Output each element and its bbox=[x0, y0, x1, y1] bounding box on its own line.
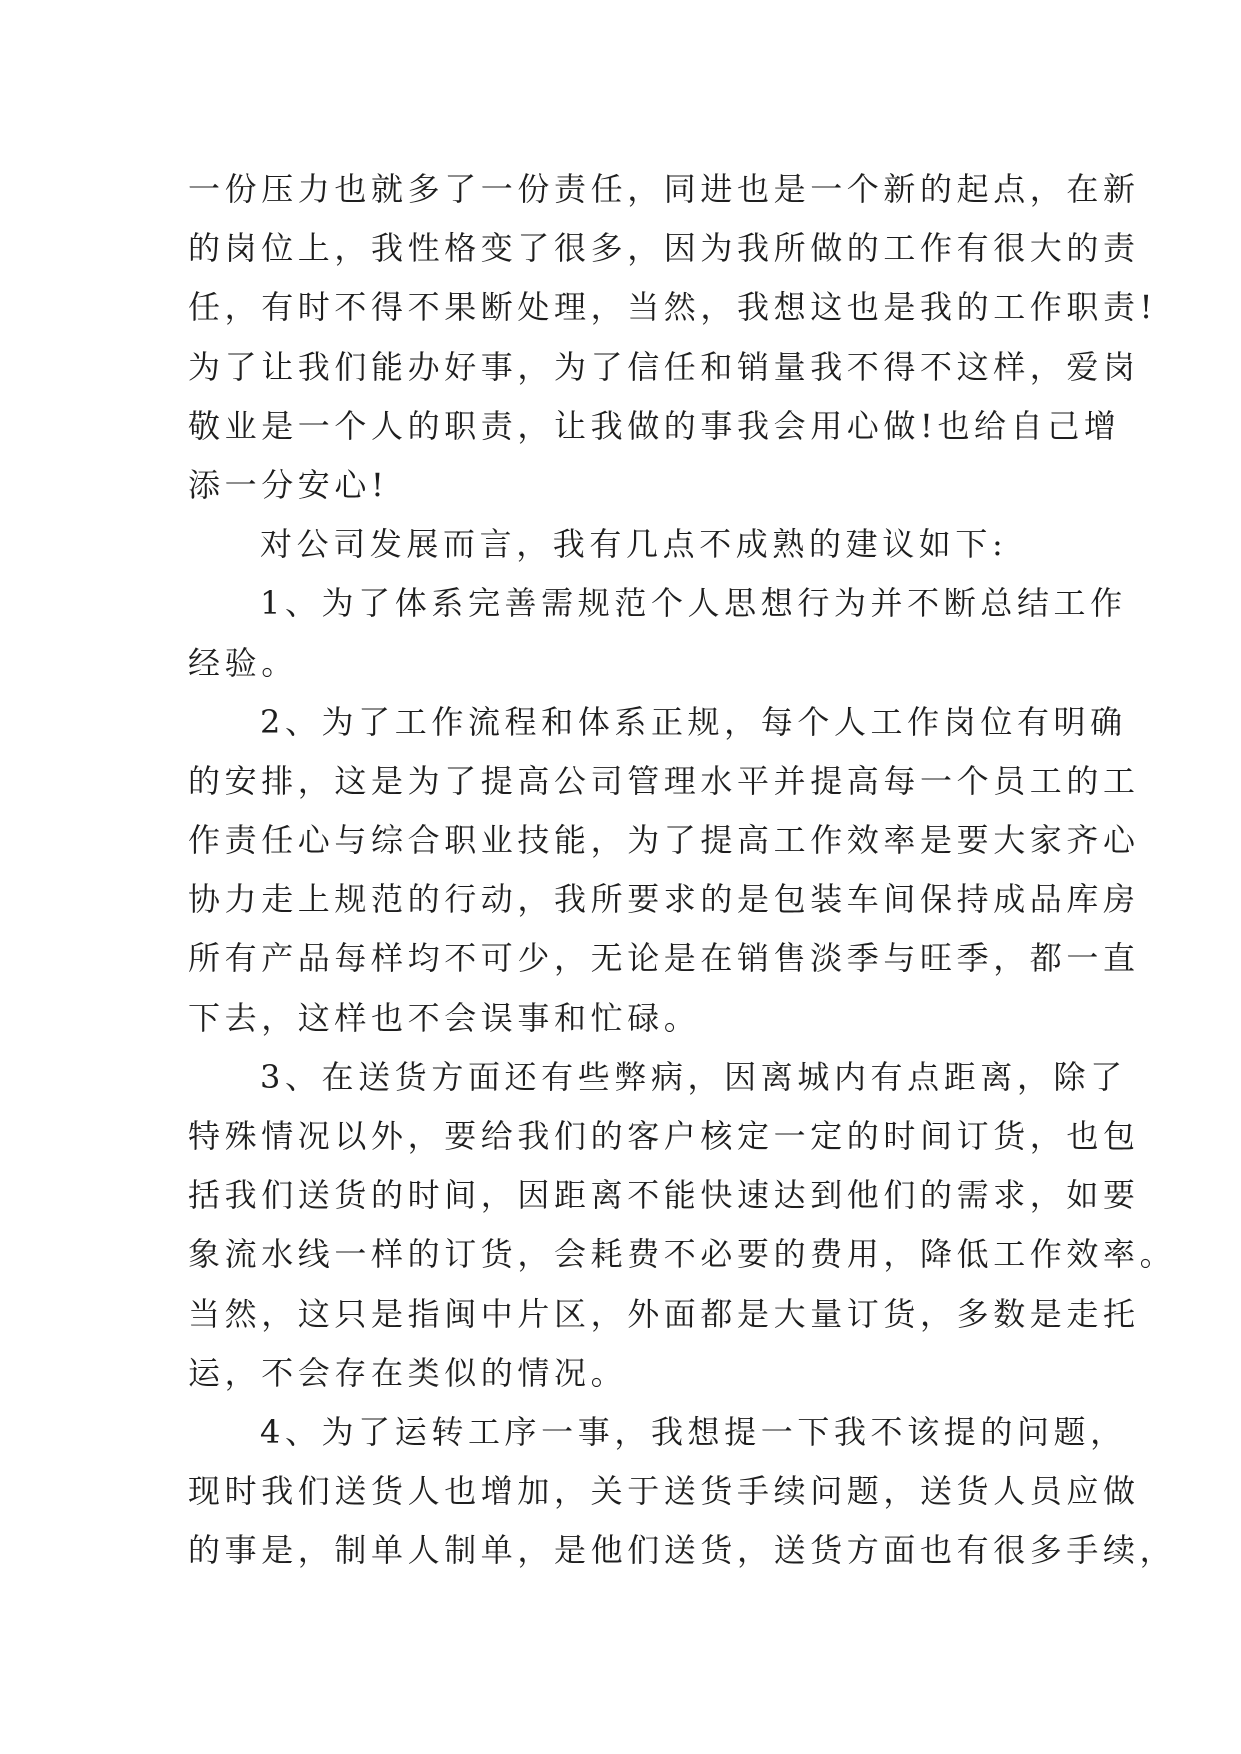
text-line: 一份压力也就多了一份责任，同进也是一个新的起点，在新 bbox=[188, 170, 1140, 208]
text-line: 任，有时不得不果断处理，当然，我想这也是我的工作职责! bbox=[188, 288, 1158, 327]
text-line: 协力走上规范的行动，我所要求的是包装车间保持成品库房 bbox=[188, 880, 1140, 919]
text-line: 1、为了体系完善需规范个人思想行为并不断总结工作 bbox=[260, 584, 1127, 623]
text-line: 对公司发展而言，我有几点不成熟的建议如下: bbox=[260, 525, 1008, 564]
text-line: 括我们送货的时间，因距离不能快速达到他们的需求，如要 bbox=[188, 1176, 1140, 1215]
text-line: 象流水线一样的订货，会耗费不必要的费用，降低工作效率。 bbox=[188, 1235, 1177, 1274]
text-line: 作责任心与综合职业技能，为了提高工作效率是要大家齐心 bbox=[188, 821, 1140, 860]
text-line: 的岗位上，我性格变了很多，因为我所做的工作有很大的责 bbox=[188, 229, 1140, 268]
body-text bbox=[188, 160, 1177, 1581]
text-line: 特殊情况以外，要给我们的客户核定一定的时间订货，也包 bbox=[188, 1117, 1140, 1155]
text-line: 所有产品每样均不可少，无论是在销售淡季与旺季，都一直 bbox=[188, 939, 1140, 978]
text-line: 现时我们送货人也增加，关于送货手续问题，送货人员应做 bbox=[188, 1472, 1140, 1511]
text-line: 运，不会存在类似的情况。 bbox=[188, 1353, 628, 1392]
text-line: 经验。 bbox=[188, 643, 298, 682]
text-line: 3、在送货方面还有些弊病，因离城内有点距离，除了 bbox=[260, 1057, 1127, 1096]
text-line: 添一分安心! bbox=[188, 465, 389, 504]
text-line: 的事是，制单人制单，是他们送货，送货方面也有很多手续， bbox=[188, 1531, 1177, 1570]
text-line: 为了让我们能办好事，为了信任和销量我不得不这样，爱岗 bbox=[188, 347, 1140, 386]
text-line: 当然，这只是指闽中片区，外面都是大量订货，多数是走托 bbox=[188, 1294, 1140, 1333]
text-line: 的安排，这是为了提高公司管理水平并提高每一个员工的工 bbox=[188, 761, 1140, 800]
text-line: 2、为了工作流程和体系正规，每个人工作岗位有明确 bbox=[260, 702, 1127, 741]
text-line: 4、为了运转工序一事，我想提一下我不该提的问题， bbox=[260, 1412, 1127, 1451]
text-line: 敬业是一个人的职责，让我做的事我会用心做!也给自己增 bbox=[188, 406, 1121, 445]
text-line: 下去，这样也不会误事和忙碌。 bbox=[188, 998, 701, 1037]
